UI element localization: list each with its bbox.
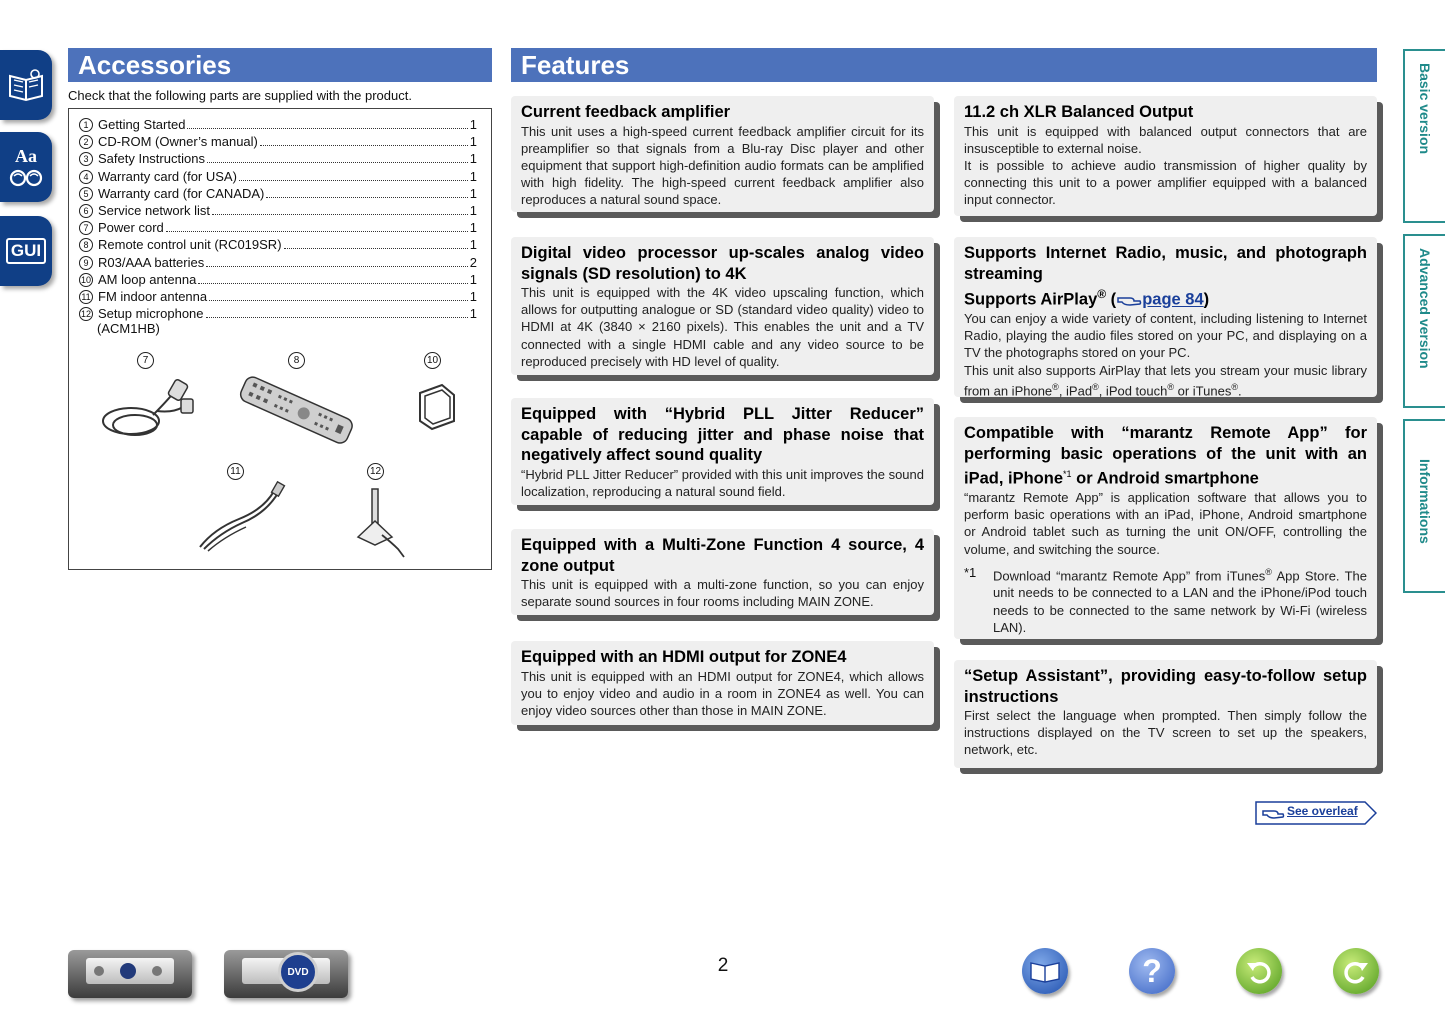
footnote-text [993,564,1367,636]
feature-title: Digital video processor up-scales analog video signals (SD resolution) to 4K [521,244,924,283]
registered-mark: ® [1265,566,1272,577]
receiver-rear-panel-button[interactable] [224,950,348,998]
back-button[interactable] [1236,948,1282,994]
tab-advanced-version[interactable] [1403,234,1445,408]
feature-body: This unit is equipped with balanced output connectors that are insusceptible to external noise. [964,123,1367,156]
item-label: CD-ROM (Owner’s manual) [98,134,258,150]
item-number: 5 [79,187,93,201]
item-quantity: 1 [469,220,477,236]
accessory-item [79,115,477,132]
item-label: Power cord [98,220,164,236]
item-label: Safety Instructions [98,151,205,167]
accessories-box [68,108,492,570]
item-label: R03/AAA batteries [98,254,205,270]
figure-label-am-antenna: 10 [424,352,441,369]
leader-dots [284,248,468,249]
accessory-12-sub: (ACM1HB) [97,321,160,336]
figure-label-fm-antenna: 11 [227,463,244,480]
feature-body: This unit uses a high-speed current feedback amplifier circuit for its preamplifier so that signals from a Blu-ray Disc player and other equipment that support high-definition audio formats can be amplified with high fidelity. The high-speed current feedback amplifier also reproduces a natural sound space. [521,123,924,208]
registered-mark: ® [1097,287,1107,301]
feature-body-airplay [964,362,1367,400]
item-quantity: 1 [469,237,477,253]
tab-informations-label: Informations [1417,459,1433,544]
item-number: 8 [79,238,93,252]
leader-dots [260,145,468,146]
feature-setup-assistant [954,660,1377,768]
accessory-item [79,201,477,218]
item-number: 10 [80,274,91,285]
feature-subtitle-airplay [964,284,1367,310]
feature-body: This unit is equipped with the 4K video upscaling function, which allows for outputting analogue or SD (standard video quality) video to HDMI at 4K (3840 × 2160 pixels). This enables the unit and a TV connected with a single HDMI cable and any video source to be reproduced precisely with HD level of quality. [521,285,924,369]
feature-4k-upscaling [511,237,934,375]
feature-title: Current feedback amplifier [521,103,731,121]
item-label: Getting Started [98,117,186,132]
item-label: Remote control unit (RC019SR) [98,237,282,253]
feature-body: “marantz Remote App” is application software that allows you to perform basic operations with an iPad, iPhone, Android smartphone or Android tablet such as turning the unit ON/OFF, controlling the volume, and switching the source. [964,490,1367,557]
item-number: 1 [79,118,93,132]
tab-advanced-label: Advanced version [1417,248,1433,369]
contents-button[interactable] [1022,948,1068,994]
help-button[interactable] [1129,948,1175,994]
accessories-intro: Check that the following parts are supplied with the product. [68,88,412,103]
contents-book-icon[interactable] [0,50,52,120]
feature-title: “Setup Assistant”, providing easy-to-follow setup instructions [964,667,1367,706]
accessory-item [79,253,477,270]
feature-body: This unit is equipped with a multi-zone function, so you can enjoy separate sound sources in four rooms including MAIN ZONE. [521,577,924,610]
pointing-hand-icon [1116,293,1142,307]
feature-body: “Hybrid PLL Jitter Reducer” provided with this unit improves the sound localization, reproducing a natural sound field. [521,466,924,499]
item-number: 7 [79,221,93,235]
receiver-knob-icon [152,966,162,976]
accessory-item [79,167,477,184]
accessory-item [79,218,477,235]
item-label: Service network list [98,203,210,218]
item-number: 6 [79,204,93,218]
leader-dots [207,162,468,163]
accessory-item [79,304,477,321]
item-quantity: 1 [469,168,477,184]
leader-dots [206,266,468,267]
item-quantity: 1 [469,289,477,304]
item-quantity: 1 [469,203,477,218]
open-paren: ( [1106,290,1117,309]
feature-body: You can enjoy a wide variety of content, including listening to Internet Radio, playing the audio files stored on your PC, and displaying on a TV the photographs stored on your PC. [964,311,1367,361]
item-quantity: 1 [469,185,477,201]
airplay-text: Supports AirPlay [964,290,1098,309]
see-overleaf-label: See overleaf [1287,804,1358,818]
item-quantity: 1 [469,306,477,322]
glasses-icon [8,166,44,188]
item-number: 2 [79,135,93,149]
feature-title: 11.2 ch XLR Balanced Output [964,103,1194,121]
leader-dots [166,231,468,232]
remote-control-illustration [234,371,359,451]
back-arrow-icon [1245,957,1273,985]
feature-body: This unit is equipped with an HDMI output for ZONE4, which allows you to enjoy video and audio in a room in ZONE4 as well. You can enjoy video sources other than those in MAIN ZONE. [521,668,924,718]
note-text: App Store. The unit needs to be connected to a LAN and the iPhone/iPod touch needs to be connected to the same network by Wi-Fi (wireless LAN). [993,568,1367,635]
footnote [964,564,1367,636]
item-number: 11 [79,290,93,304]
note-text: Download “marantz Remote App” from iTunes [993,568,1266,584]
item-number: 9 [79,256,93,270]
item-label: FM indoor antenna [98,289,208,304]
body-text: , iPad [1058,383,1093,399]
accessory-item [79,270,477,287]
item-number: 12 [80,309,91,320]
leader-dots [266,197,467,198]
leader-dots [209,300,468,301]
tab-basic-label: Basic version [1417,63,1433,155]
figure-label-power-cord: 7 [137,352,154,369]
tab-informations[interactable] [1403,419,1445,593]
feature-title: Equipped with “Hybrid PLL Jitter Reducer” capable of reducing jitter and phase noise that negatively affect sound quality [521,405,924,464]
glossary-icon[interactable] [0,132,52,202]
item-label: Warranty card (for CANADA) [98,185,265,201]
leader-dots [187,128,467,129]
gui-icon[interactable] [0,216,52,286]
feature-jitter-reducer [511,398,934,505]
registered-mark: ® [1231,381,1238,392]
registered-mark: ® [1092,381,1099,392]
features-header: Features [511,48,1377,82]
feature-body: First select the language when prompted. Then simply follow the instructions displayed on the TV screen to set up the speakers, network, etc. [964,708,1367,758]
accessory-item [79,235,477,252]
pointing-hand-icon [1261,806,1285,820]
feature-multi-zone [511,529,934,615]
close-paren: ) [1203,290,1210,309]
page-84-link[interactable]: page 84 [1142,290,1204,309]
accessory-item [79,132,477,149]
item-quantity: 1 [469,134,477,150]
item-quantity: 1 [469,271,477,287]
feature-title: Equipped with a Multi-Zone Function 4 source, 4 zone output [521,536,924,575]
accessory-item [79,149,477,166]
feature-xlr-output [954,96,1377,216]
item-number: 3 [79,152,93,166]
item-label: Warranty card (for USA) [98,168,237,184]
accessories-header: Accessories [68,48,492,82]
leader-dots [206,317,468,318]
item-label: Setup microphone [98,306,204,322]
page-number: 2 [717,955,729,976]
feature-title: Equipped with an HDMI output for ZONE4 [521,648,847,666]
feature-marantz-remote-app [954,417,1377,639]
registered-mark: ® [1167,381,1174,392]
item-quantity: 1 [469,117,477,132]
forward-arrow-icon [1342,957,1370,985]
receiver-display-icon [120,963,136,979]
dvd-badge: DVD [287,966,309,978]
figure-label-remote: 8 [288,352,305,369]
leader-dots [239,180,468,181]
item-number: 4 [79,170,93,184]
body-text: , iPod touch [1098,383,1168,399]
body-text: or iTunes [1174,383,1232,399]
see-overleaf-button[interactable] [1255,801,1377,825]
leader-dots [212,214,468,215]
feature-hdmi-zone4 [511,641,934,725]
body-text: This unit also supports AirPlay that lets you stream your music library from an iPhone [964,362,1367,399]
body-text: . [1237,383,1242,399]
accessory-item [79,287,477,304]
leader-dots [198,283,467,284]
tab-basic-version[interactable] [1403,49,1445,223]
question-mark-icon: ? [1142,953,1162,989]
feature-current-feedback [511,96,934,212]
feature-title [964,423,1367,489]
am-antenna-illustration [412,381,462,433]
receiver-front-panel-button[interactable] [68,950,192,998]
glossary-letters: Aa [15,146,37,166]
item-label: AM loop antenna [98,271,197,287]
fm-antenna-illustration [194,479,289,554]
item-quantity: 1 [469,151,477,167]
feature-title: Supports Internet Radio, music, and photograph streaming [964,244,1367,283]
footnote-mark: *1 [1063,469,1072,479]
receiver-knob-icon [94,966,104,976]
footnote-mark: *1 [964,564,977,580]
figure-label-microphone: 12 [367,463,384,480]
registered-mark: ® [1052,381,1059,392]
accessory-item [79,184,477,201]
power-cord-illustration [97,371,197,443]
feature-internet-radio [954,237,1377,397]
book-icon [1029,959,1061,983]
title-text: Compatible with “marantz Remote App” for performing basic operations of the unit with an iPad, iPhone [964,424,1367,488]
title-text: or Android smartphone [1071,469,1259,488]
microphone-illustration [352,487,412,559]
forward-button[interactable] [1333,948,1379,994]
item-quantity: 2 [469,254,477,270]
gui-label: GUI [6,238,46,264]
magnifier-dvd-icon [278,952,318,992]
feature-body: It is possible to achieve audio transmission of higher quality by connecting this unit to a power amplifier equipped with a balanced input connector. [964,157,1367,208]
